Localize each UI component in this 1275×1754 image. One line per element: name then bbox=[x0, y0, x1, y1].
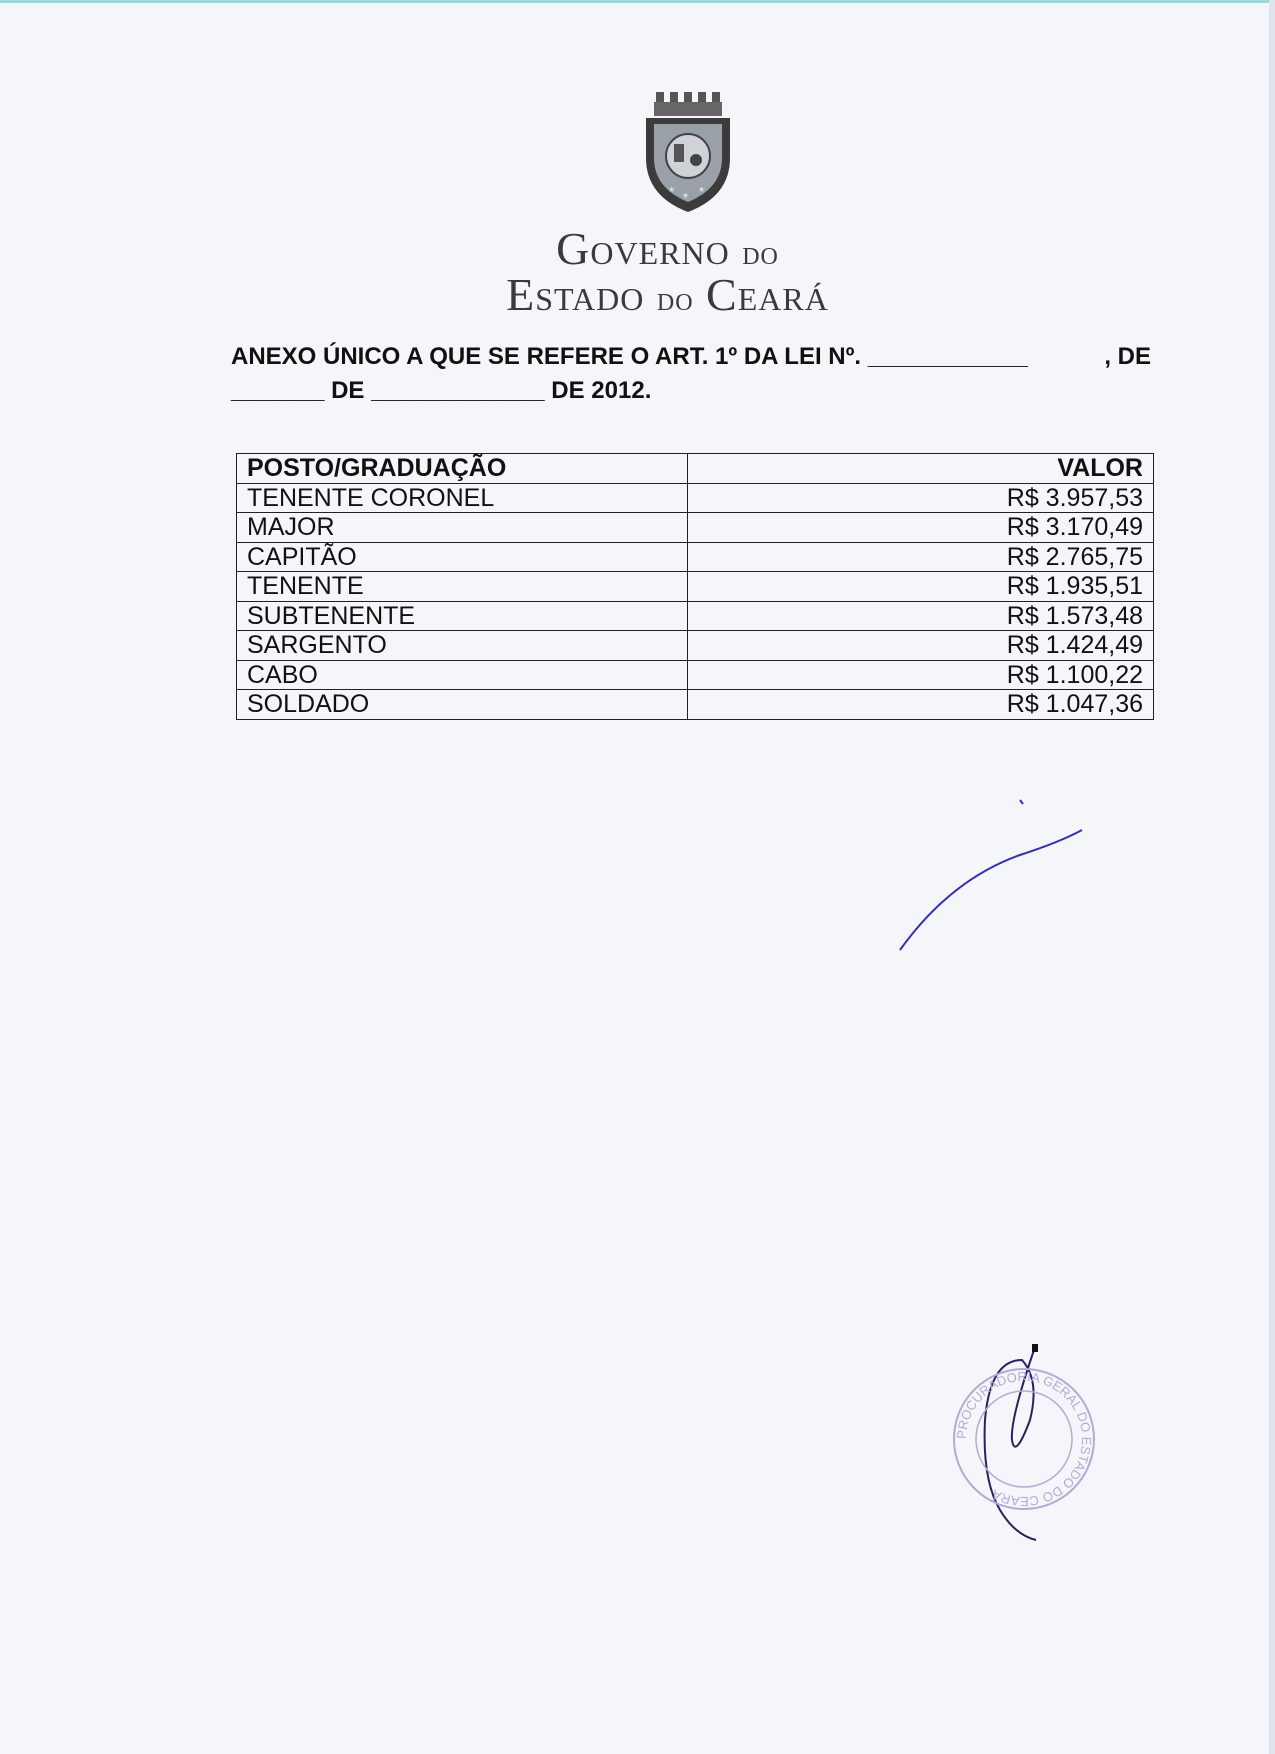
table-row bbox=[237, 513, 1154, 543]
header-valor: VALOR bbox=[688, 454, 1154, 484]
values-table bbox=[236, 453, 1154, 720]
heading-line1-end: , DE bbox=[1104, 343, 1151, 370]
posto-cell: TENENTE bbox=[237, 572, 688, 602]
svg-text:★: ★ bbox=[682, 191, 690, 200]
svg-text:★: ★ bbox=[698, 185, 706, 194]
valor-cell: R$ 1.424,49 bbox=[688, 631, 1154, 661]
valor-cell: R$ 1.935,51 bbox=[688, 572, 1154, 602]
heading-line1-text: ANEXO ÚNICO A QUE SE REFERE O ART. 1º DA LEI Nº. ____________ bbox=[231, 343, 1028, 370]
heading-line2: _______ DE _____________ DE 2012. bbox=[231, 377, 652, 404]
posto-cell: TENENTE CORONEL bbox=[237, 483, 688, 513]
government-title-line2 bbox=[0, 268, 1275, 321]
valor-cell: R$ 1.100,22 bbox=[688, 660, 1154, 690]
official-seal-stamp bbox=[950, 1365, 1098, 1513]
valor-cell: R$ 3.957,53 bbox=[688, 483, 1154, 513]
table-row bbox=[237, 572, 1154, 602]
posto-cell: CABO bbox=[237, 660, 688, 690]
ink-mark bbox=[1032, 1344, 1038, 1352]
posto-cell: MAJOR bbox=[237, 513, 688, 543]
table-header-row bbox=[237, 454, 1154, 484]
title-estado: Estado bbox=[506, 269, 645, 320]
table-row bbox=[237, 483, 1154, 513]
svg-text:★: ★ bbox=[668, 185, 676, 194]
valor-cell: R$ 2.765,75 bbox=[688, 542, 1154, 572]
heading-line1 bbox=[231, 340, 1151, 374]
posto-cell: SOLDADO bbox=[237, 690, 688, 720]
table-row bbox=[237, 601, 1154, 631]
valor-cell: R$ 3.170,49 bbox=[688, 513, 1154, 543]
table-row bbox=[237, 542, 1154, 572]
ink-dot bbox=[1020, 800, 1023, 804]
header-posto: POSTO/GRADUAÇÃO bbox=[237, 454, 688, 484]
valor-cell: R$ 1.047,36 bbox=[688, 690, 1154, 720]
posto-cell: CAPITÃO bbox=[237, 542, 688, 572]
posto-cell: SUBTENENTE bbox=[237, 601, 688, 631]
table-row bbox=[237, 660, 1154, 690]
ceara-coat-of-arms-icon bbox=[638, 88, 738, 218]
scan-top-edge bbox=[0, 0, 1275, 3]
signature-stroke-1 bbox=[900, 830, 1082, 950]
title-ceara: Ceará bbox=[706, 269, 829, 320]
title-governo: Governo bbox=[556, 223, 730, 274]
svg-text:PROCURADORIA GERAL DO ESTADO D: PROCURADORIA GERAL DO ESTADO DO CEARÁ bbox=[953, 1368, 1095, 1510]
posto-cell: SARGENTO bbox=[237, 631, 688, 661]
table-row bbox=[237, 631, 1154, 661]
valor-cell: R$ 1.573,48 bbox=[688, 601, 1154, 631]
title-do-2: do bbox=[656, 281, 694, 318]
document-heading bbox=[231, 340, 1151, 408]
title-do: do bbox=[742, 235, 779, 272]
table-row bbox=[237, 690, 1154, 720]
